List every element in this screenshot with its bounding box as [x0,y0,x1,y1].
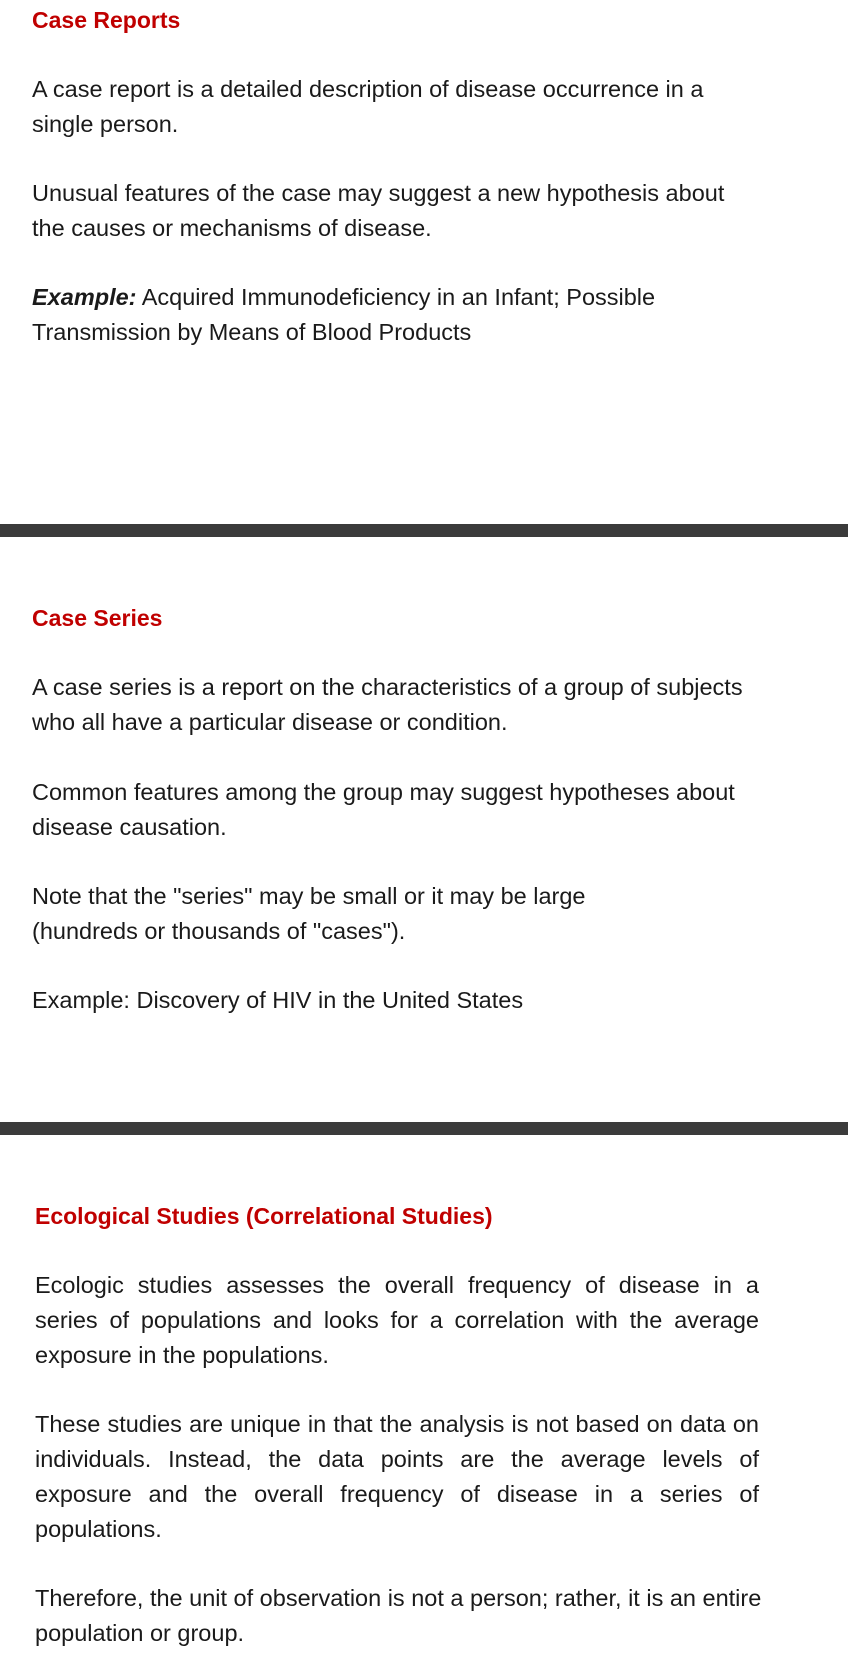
case-reports-paragraph-1: A case report is a detailed description of disease occurrence in a single person. [32,76,704,137]
section-heading-case-series: Case Series [32,605,163,631]
section-heading-ecological-studies: Ecological Studies (Correlational Studies) [35,1203,493,1229]
example-label: Example: [32,284,137,310]
case-series-paragraph-3: Note that the "series" may be small or it may be large (hundreds or thousands of "cases"). [32,883,586,944]
ecological-paragraph-1: Ecologic studies assesses the overall frequency of disease in a series of populations and looks for a correlation with the average exposure in the populations. [35,1272,759,1368]
case-series-paragraph-2: Common features among the group may suggest hypotheses about disease causation. [32,779,735,840]
section-heading-case-reports: Case Reports [32,7,181,33]
case-reports-example [32,280,752,350]
ecological-paragraph-2: These studies are unique in that the analysis is not based on data on individuals. Instead, the data points are the average levels of exposure and the overall frequency of disease in a series of populations. [35,1411,759,1542]
section-divider-2 [0,1122,848,1135]
case-reports-paragraph-2: Unusual features of the case may suggest a new hypothesis about the causes or mechanisms of disease. [32,180,725,241]
section-divider-1 [0,524,848,537]
ecological-paragraph-3: Therefore, the unit of observation is not a person; rather, it is an entire population or group. [35,1585,762,1646]
example-text: Acquired Immunodeficiency in an Infant; Possible Transmission by Means of Blood Products [32,284,656,345]
case-series-example: Example: Discovery of HIV in the United States [32,987,524,1013]
case-series-paragraph-1: A case series is a report on the characteristics of a group of subjects who all have a particular disease or condition. [32,674,743,735]
